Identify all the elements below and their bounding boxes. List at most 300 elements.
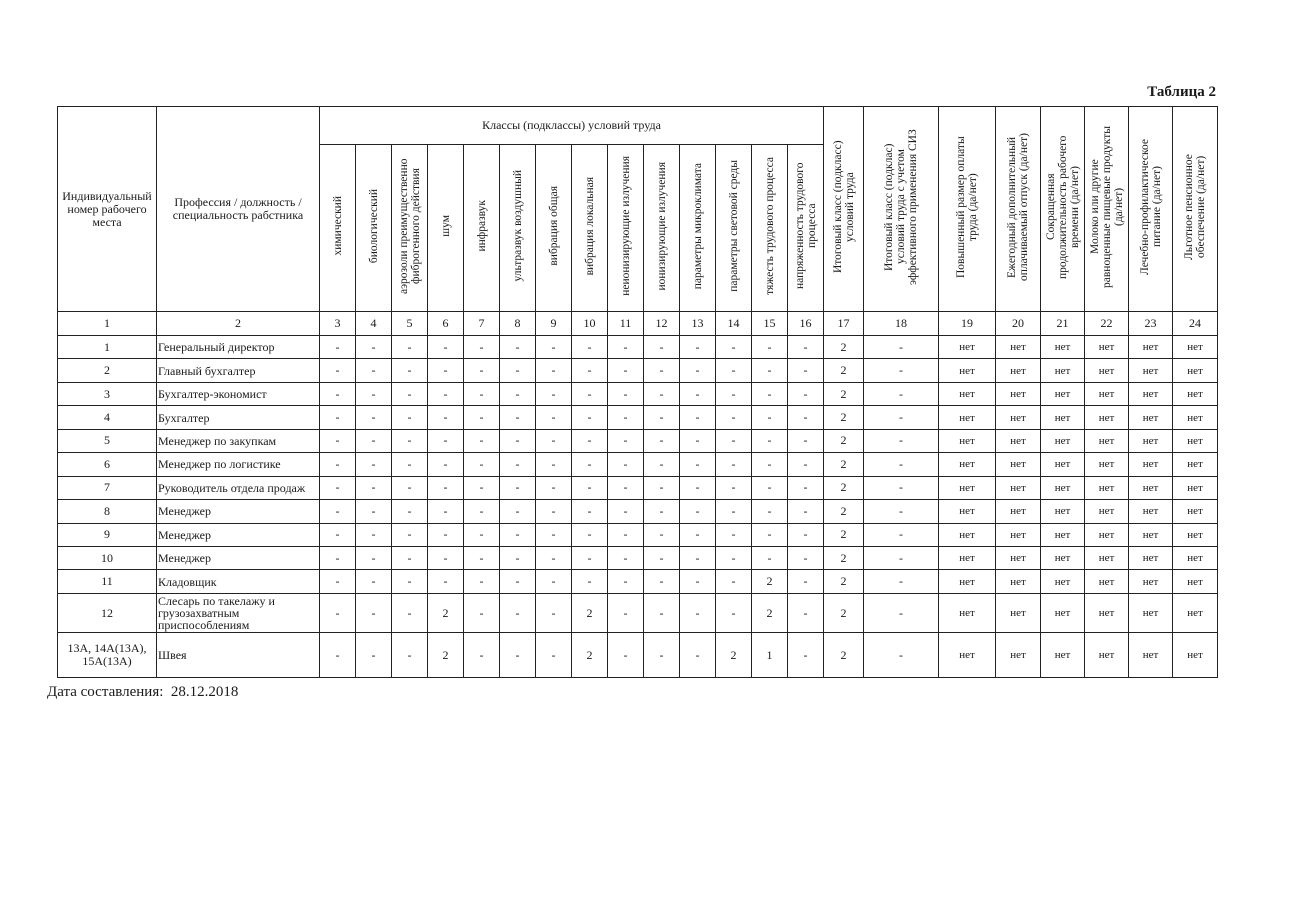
benefit-cell: нет xyxy=(1085,453,1129,476)
benefit-cell: нет xyxy=(1085,570,1129,593)
total-class-cell: 2 xyxy=(824,546,864,569)
sout-summary-table xyxy=(57,106,1218,678)
factor-class-cell: - xyxy=(320,476,356,499)
header-factor-nonionizing: неионизирующие излучения xyxy=(608,145,644,312)
factor-class-cell: - xyxy=(572,570,608,593)
factor-class-cell: - xyxy=(608,476,644,499)
benefit-cell: нет xyxy=(1173,453,1218,476)
factor-class-cell: - xyxy=(716,336,752,359)
benefit-cell: нет xyxy=(996,359,1041,382)
factor-class-cell: - xyxy=(500,453,536,476)
total-class-siz-cell: - xyxy=(864,523,939,546)
column-number: 5 xyxy=(392,312,428,336)
factor-class-cell: - xyxy=(788,359,824,382)
factor-class-cell: - xyxy=(536,359,572,382)
factor-class-cell: - xyxy=(320,359,356,382)
total-class-cell: 2 xyxy=(824,406,864,429)
benefit-cell: нет xyxy=(1085,500,1129,523)
factor-class-cell: - xyxy=(644,500,680,523)
factor-class-cell: - xyxy=(644,429,680,452)
factor-class-cell: - xyxy=(680,476,716,499)
factor-class-cell: - xyxy=(500,523,536,546)
factor-class-cell: - xyxy=(608,406,644,429)
header-pension: Льготное пенсионное обеспечение (да/нет) xyxy=(1173,107,1218,312)
column-number: 23 xyxy=(1129,312,1173,336)
table-row xyxy=(58,570,1218,593)
factor-class-cell: - xyxy=(752,500,788,523)
factor-class-cell: 2 xyxy=(428,593,464,632)
factor-class-cell: - xyxy=(788,500,824,523)
header-number-row xyxy=(58,312,1218,336)
factor-class-cell: - xyxy=(752,546,788,569)
factor-class-cell: - xyxy=(428,500,464,523)
benefit-cell: нет xyxy=(1173,476,1218,499)
benefit-cell: нет xyxy=(1041,633,1085,678)
factor-class-cell: - xyxy=(356,546,392,569)
total-class-cell: 2 xyxy=(824,336,864,359)
benefit-cell: нет xyxy=(1041,570,1085,593)
benefit-cell: нет xyxy=(1173,570,1218,593)
profession-cell: Кладовщик xyxy=(157,570,320,593)
factor-class-cell: - xyxy=(356,593,392,632)
column-number: 19 xyxy=(939,312,996,336)
table-row xyxy=(58,500,1218,523)
header-factor-ionizing: ионизирующие излучения xyxy=(644,145,680,312)
factor-class-cell: - xyxy=(752,429,788,452)
column-number: 14 xyxy=(716,312,752,336)
factor-class-cell: - xyxy=(572,523,608,546)
header-factor-chemical: химический xyxy=(320,145,356,312)
factor-class-cell: - xyxy=(644,453,680,476)
factor-class-cell: - xyxy=(788,593,824,632)
benefit-cell: нет xyxy=(996,453,1041,476)
factor-class-cell: - xyxy=(392,570,428,593)
table-row xyxy=(58,633,1218,678)
factor-class-cell: - xyxy=(752,406,788,429)
factor-class-cell: - xyxy=(392,523,428,546)
benefit-cell: нет xyxy=(1129,633,1173,678)
factor-class-cell: - xyxy=(644,546,680,569)
factor-class-cell: - xyxy=(716,382,752,405)
column-number: 3 xyxy=(320,312,356,336)
total-class-cell: 2 xyxy=(824,453,864,476)
benefit-cell: нет xyxy=(939,476,996,499)
factor-class-cell: - xyxy=(428,570,464,593)
benefit-cell: нет xyxy=(939,359,996,382)
total-class-cell: 2 xyxy=(824,593,864,632)
factor-class-cell: - xyxy=(428,476,464,499)
benefit-cell: нет xyxy=(1129,406,1173,429)
factor-class-cell: - xyxy=(464,453,500,476)
factor-class-cell: - xyxy=(608,546,644,569)
factor-class-cell: - xyxy=(572,500,608,523)
total-class-siz-cell: - xyxy=(864,476,939,499)
factor-class-cell: - xyxy=(644,336,680,359)
profession-cell: Слесарь по такелажу и грузозахватным приспособлениям xyxy=(157,593,320,632)
factor-class-cell: - xyxy=(392,500,428,523)
factor-class-cell: - xyxy=(428,406,464,429)
profession-cell: Швея xyxy=(157,633,320,678)
benefit-cell: нет xyxy=(1173,382,1218,405)
factor-class-cell: - xyxy=(572,406,608,429)
benefit-cell: нет xyxy=(996,406,1041,429)
factor-class-cell: - xyxy=(356,429,392,452)
factor-class-cell: - xyxy=(464,523,500,546)
benefit-cell: нет xyxy=(1041,453,1085,476)
profession-cell: Генеральный директор xyxy=(157,336,320,359)
factor-class-cell: - xyxy=(356,406,392,429)
factor-class-cell: - xyxy=(428,359,464,382)
factor-class-cell: - xyxy=(608,336,644,359)
total-class-cell: 2 xyxy=(824,382,864,405)
factor-class-cell: - xyxy=(680,406,716,429)
table-row xyxy=(58,476,1218,499)
factor-class-cell: - xyxy=(320,570,356,593)
benefit-cell: нет xyxy=(1129,359,1173,382)
column-number: 1 xyxy=(58,312,157,336)
table-row xyxy=(58,336,1218,359)
factor-class-cell: - xyxy=(680,633,716,678)
factor-class-cell: - xyxy=(464,500,500,523)
total-class-siz-cell: - xyxy=(864,382,939,405)
factor-class-cell: - xyxy=(500,406,536,429)
factor-class-cell: - xyxy=(752,453,788,476)
header-therapeutic-food: Лечебно-профилактическое питание (да/нет) xyxy=(1129,107,1173,312)
factor-class-cell: - xyxy=(464,476,500,499)
benefit-cell: нет xyxy=(996,633,1041,678)
header-total-class-siz: Итоговый класс (подклас) условий труда с учетом эффективного применения СИЗ xyxy=(864,107,939,312)
factor-class-cell: - xyxy=(536,570,572,593)
factor-class-cell: - xyxy=(536,453,572,476)
profession-cell: Бухгалтер xyxy=(157,406,320,429)
factor-class-cell: - xyxy=(464,382,500,405)
header-factor-vibration-local: вибрация локальная xyxy=(572,145,608,312)
factor-class-cell: - xyxy=(608,500,644,523)
total-class-siz-cell: - xyxy=(864,359,939,382)
factor-class-cell: 2 xyxy=(716,633,752,678)
factor-class-cell: - xyxy=(392,633,428,678)
workplace-number-cell: 10 xyxy=(58,546,157,569)
factor-class-cell: - xyxy=(356,633,392,678)
factor-class-cell: - xyxy=(716,500,752,523)
factor-class-cell: - xyxy=(500,382,536,405)
header-classes-group: Классы (подклассы) условий труда xyxy=(320,107,824,145)
factor-class-cell: - xyxy=(320,382,356,405)
factor-class-cell: - xyxy=(500,336,536,359)
header-factor-labor-severity: тяжесть трудового процесса xyxy=(752,145,788,312)
factor-class-cell: - xyxy=(536,382,572,405)
factor-class-cell: - xyxy=(644,406,680,429)
total-class-siz-cell: - xyxy=(864,546,939,569)
factor-class-cell: - xyxy=(680,453,716,476)
factor-class-cell: - xyxy=(644,633,680,678)
benefit-cell: нет xyxy=(1085,546,1129,569)
factor-class-cell: - xyxy=(392,336,428,359)
factor-class-cell: - xyxy=(788,633,824,678)
factor-class-cell: - xyxy=(716,593,752,632)
factor-class-cell: - xyxy=(500,429,536,452)
factor-class-cell: - xyxy=(464,406,500,429)
factor-class-cell: - xyxy=(536,476,572,499)
table-row xyxy=(58,406,1218,429)
factor-class-cell: - xyxy=(464,593,500,632)
benefit-cell: нет xyxy=(1041,359,1085,382)
table-row xyxy=(58,429,1218,452)
factor-class-cell: - xyxy=(608,359,644,382)
column-number: 16 xyxy=(788,312,824,336)
factor-class-cell: - xyxy=(644,382,680,405)
benefit-cell: нет xyxy=(1129,593,1173,632)
factor-class-cell: 2 xyxy=(428,633,464,678)
benefit-cell: нет xyxy=(1041,546,1085,569)
factor-class-cell: - xyxy=(608,593,644,632)
workplace-number-cell: 4 xyxy=(58,406,157,429)
factor-class-cell: - xyxy=(392,406,428,429)
factor-class-cell: - xyxy=(500,570,536,593)
header-factor-infrasound: инфразвук xyxy=(464,145,500,312)
profession-cell: Бухгалтер-экономист xyxy=(157,382,320,405)
benefit-cell: нет xyxy=(939,429,996,452)
factor-class-cell: - xyxy=(788,570,824,593)
table-row xyxy=(58,382,1218,405)
factor-class-cell: - xyxy=(572,476,608,499)
factor-class-cell: - xyxy=(680,336,716,359)
benefit-cell: нет xyxy=(1041,406,1085,429)
header-factor-ultrasound: ультразвук воздушный xyxy=(500,145,536,312)
total-class-cell: 2 xyxy=(824,500,864,523)
benefit-cell: нет xyxy=(1041,593,1085,632)
factor-class-cell: - xyxy=(428,336,464,359)
factor-class-cell: - xyxy=(716,359,752,382)
header-workplace-number: Индивидуальный номер рабочего места xyxy=(58,107,157,312)
benefit-cell: нет xyxy=(1173,546,1218,569)
factor-class-cell: - xyxy=(392,593,428,632)
workplace-number-cell: 2 xyxy=(58,359,157,382)
factor-class-cell: - xyxy=(680,382,716,405)
header-profession: Профессия / должность / специальность рабстника xyxy=(157,107,320,312)
factor-class-cell: - xyxy=(680,500,716,523)
total-class-siz-cell: - xyxy=(864,593,939,632)
total-class-siz-cell: - xyxy=(864,453,939,476)
column-number: 11 xyxy=(608,312,644,336)
total-class-cell: 2 xyxy=(824,633,864,678)
benefit-cell: нет xyxy=(996,570,1041,593)
factor-class-cell: 2 xyxy=(752,570,788,593)
column-number: 6 xyxy=(428,312,464,336)
factor-class-cell: - xyxy=(500,359,536,382)
header-factor-biological: биологический xyxy=(356,145,392,312)
profession-cell: Руководитель отдела продаж xyxy=(157,476,320,499)
workplace-number-cell: 3 xyxy=(58,382,157,405)
benefit-cell: нет xyxy=(939,453,996,476)
workplace-number-cell: 5 xyxy=(58,429,157,452)
factor-class-cell: - xyxy=(356,523,392,546)
factor-class-cell: - xyxy=(572,336,608,359)
factor-class-cell: - xyxy=(320,406,356,429)
factor-class-cell: - xyxy=(788,453,824,476)
factor-class-cell: - xyxy=(536,429,572,452)
benefit-cell: нет xyxy=(1173,359,1218,382)
total-class-cell: 2 xyxy=(824,429,864,452)
factor-class-cell: - xyxy=(536,633,572,678)
factor-class-cell: - xyxy=(680,570,716,593)
factor-class-cell: - xyxy=(608,633,644,678)
factor-class-cell: - xyxy=(644,570,680,593)
factor-class-cell: - xyxy=(608,570,644,593)
factor-class-cell: - xyxy=(752,382,788,405)
profession-cell: Менеджер xyxy=(157,500,320,523)
factor-class-cell: - xyxy=(680,359,716,382)
benefit-cell: нет xyxy=(1129,546,1173,569)
factor-class-cell: - xyxy=(500,546,536,569)
benefit-cell: нет xyxy=(1129,336,1173,359)
benefit-cell: нет xyxy=(1085,406,1129,429)
benefit-cell: нет xyxy=(1041,476,1085,499)
table-label: Таблица 2 xyxy=(1147,84,1216,100)
column-number: 13 xyxy=(680,312,716,336)
factor-class-cell: - xyxy=(392,429,428,452)
benefit-cell: нет xyxy=(996,382,1041,405)
benefit-cell: нет xyxy=(1129,523,1173,546)
table-body xyxy=(58,336,1218,678)
factor-class-cell: - xyxy=(716,523,752,546)
factor-class-cell: - xyxy=(752,336,788,359)
factor-class-cell: - xyxy=(392,382,428,405)
table-row xyxy=(58,453,1218,476)
header-milk: Молоко или другие равноценные пищевые продукты (да/нет) xyxy=(1085,107,1129,312)
workplace-number-cell: 12 xyxy=(58,593,157,632)
workplace-number-cell: 6 xyxy=(58,453,157,476)
factor-class-cell: - xyxy=(356,453,392,476)
header-factor-vibration-general: вибрация общая xyxy=(536,145,572,312)
factor-class-cell: - xyxy=(536,593,572,632)
factor-class-cell: - xyxy=(500,476,536,499)
factor-class-cell: - xyxy=(428,382,464,405)
factor-class-cell: - xyxy=(752,523,788,546)
factor-class-cell: - xyxy=(680,546,716,569)
factor-class-cell: - xyxy=(320,546,356,569)
factor-class-cell: - xyxy=(428,429,464,452)
factor-class-cell: - xyxy=(608,453,644,476)
benefit-cell: нет xyxy=(939,570,996,593)
factor-class-cell: - xyxy=(320,593,356,632)
total-class-cell: 2 xyxy=(824,570,864,593)
factor-class-cell: - xyxy=(788,546,824,569)
total-class-siz-cell: - xyxy=(864,633,939,678)
factor-class-cell: - xyxy=(716,546,752,569)
benefit-cell: нет xyxy=(939,523,996,546)
compilation-date xyxy=(47,684,238,701)
factor-class-cell: - xyxy=(464,359,500,382)
benefit-cell: нет xyxy=(996,523,1041,546)
column-number: 10 xyxy=(572,312,608,336)
total-class-siz-cell: - xyxy=(864,336,939,359)
benefit-cell: нет xyxy=(1085,359,1129,382)
factor-class-cell: - xyxy=(320,453,356,476)
factor-class-cell: - xyxy=(392,546,428,569)
benefit-cell: нет xyxy=(996,336,1041,359)
profession-cell: Главный бухгалтер xyxy=(157,359,320,382)
factor-class-cell: - xyxy=(788,382,824,405)
factor-class-cell: - xyxy=(320,633,356,678)
factor-class-cell: - xyxy=(716,570,752,593)
factor-class-cell: - xyxy=(608,382,644,405)
factor-class-cell: - xyxy=(752,359,788,382)
factor-class-cell: 2 xyxy=(572,593,608,632)
table-row xyxy=(58,546,1218,569)
factor-class-cell: - xyxy=(788,476,824,499)
factor-class-cell: - xyxy=(788,523,824,546)
header-reduced-hours: Сокращенная продолжительность рабочего времени (да/нет) xyxy=(1041,107,1085,312)
header-factor-aerosols: аэрозоли преимущественно фиброгенного действия xyxy=(392,145,428,312)
benefit-cell: нет xyxy=(939,336,996,359)
factor-class-cell: - xyxy=(716,406,752,429)
factor-class-cell: - xyxy=(608,523,644,546)
factor-class-cell: - xyxy=(572,359,608,382)
column-number: 12 xyxy=(644,312,680,336)
benefit-cell: нет xyxy=(1085,382,1129,405)
benefit-cell: нет xyxy=(1085,523,1129,546)
date-label: Дата составления: xyxy=(47,684,164,700)
factor-class-cell: - xyxy=(788,429,824,452)
profession-cell: Менеджер xyxy=(157,546,320,569)
factor-class-cell: - xyxy=(464,336,500,359)
column-number: 8 xyxy=(500,312,536,336)
total-class-siz-cell: - xyxy=(864,500,939,523)
factor-class-cell: - xyxy=(356,382,392,405)
benefit-cell: нет xyxy=(939,406,996,429)
workplace-number-cell: 7 xyxy=(58,476,157,499)
benefit-cell: нет xyxy=(939,382,996,405)
factor-class-cell: - xyxy=(716,453,752,476)
benefit-cell: нет xyxy=(1085,476,1129,499)
factor-class-cell: - xyxy=(680,593,716,632)
total-class-siz-cell: - xyxy=(864,406,939,429)
factor-class-cell: - xyxy=(572,429,608,452)
factor-class-cell: - xyxy=(500,593,536,632)
factor-class-cell: - xyxy=(680,523,716,546)
factor-class-cell: - xyxy=(464,429,500,452)
factor-class-cell: - xyxy=(320,523,356,546)
factor-class-cell: 2 xyxy=(752,593,788,632)
benefit-cell: нет xyxy=(1085,633,1129,678)
benefit-cell: нет xyxy=(996,593,1041,632)
table-row xyxy=(58,359,1218,382)
factor-class-cell: - xyxy=(644,359,680,382)
benefit-cell: нет xyxy=(1129,382,1173,405)
factor-class-cell: - xyxy=(320,500,356,523)
table-row xyxy=(58,593,1218,632)
factor-class-cell: - xyxy=(356,570,392,593)
factor-class-cell: - xyxy=(644,523,680,546)
profession-cell: Менеджер по логистике xyxy=(157,453,320,476)
benefit-cell: нет xyxy=(1085,429,1129,452)
factor-class-cell: - xyxy=(608,429,644,452)
total-class-cell: 2 xyxy=(824,476,864,499)
profession-cell: Менеджер xyxy=(157,523,320,546)
factor-class-cell: - xyxy=(572,382,608,405)
total-class-cell: 2 xyxy=(824,523,864,546)
factor-class-cell: - xyxy=(536,523,572,546)
factor-class-cell: - xyxy=(464,633,500,678)
factor-class-cell: - xyxy=(536,546,572,569)
workplace-number-cell: 1 xyxy=(58,336,157,359)
profession-cell: Менеджер по закупкам xyxy=(157,429,320,452)
factor-class-cell: - xyxy=(536,500,572,523)
benefit-cell: нет xyxy=(939,633,996,678)
benefit-cell: нет xyxy=(996,546,1041,569)
column-number: 20 xyxy=(996,312,1041,336)
